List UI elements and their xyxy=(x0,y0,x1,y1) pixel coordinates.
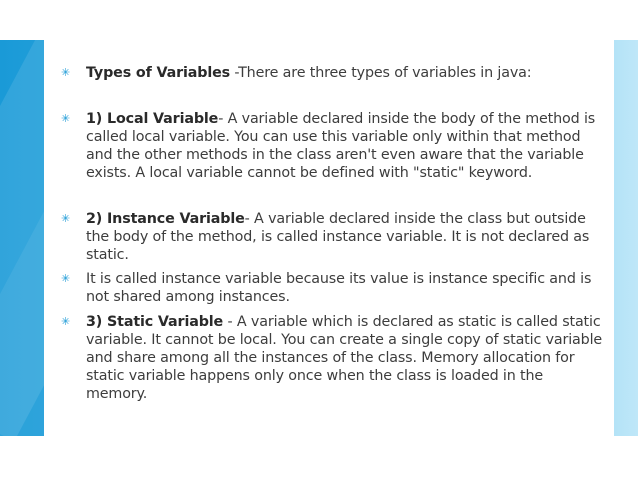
asterisk-bullet-icon: ✳ xyxy=(61,112,71,125)
bullet-label: 3) Static Variable xyxy=(86,314,224,330)
bullet-static-variable xyxy=(86,313,604,403)
bullet-local-variable xyxy=(86,110,604,182)
asterisk-bullet-icon: ✳ xyxy=(61,272,71,285)
bullet-text: - A variable which is declared as static is called static variable. It cannot be local. You can create a single copy of static variable and share among all the instances of the class. Memory allocation for static variable happens only once when the class is loaded in the memory. xyxy=(86,314,603,403)
bullet-label: Types of Variables xyxy=(86,65,230,81)
bullet-text: - A variable declared inside the body of the method is called local variable. You can use this variable only within that method and the other methods in the class aren't even aware that the variable exists. A local variable cannot be defined with "static" keyword. xyxy=(86,111,596,182)
bullet-types-of-variables xyxy=(86,64,604,82)
bullet-label: 1) Local Variable xyxy=(86,111,219,127)
bullet-text: -There are three types of variables in java: xyxy=(229,65,532,81)
asterisk-bullet-icon: ✳ xyxy=(61,212,71,225)
bullet-text: - A variable declared inside the class but outside the body of the method, is called instance variable. It is not declared as static. xyxy=(86,211,590,264)
asterisk-bullet-icon: ✳ xyxy=(61,315,71,328)
asterisk-bullet-icon: ✳ xyxy=(61,66,71,79)
bullet-instance-variable xyxy=(86,210,604,264)
bullet-label: 2) Instance Variable xyxy=(86,211,245,227)
bullet-instance-explanation xyxy=(86,270,604,306)
bullet-text: It is called instance variable because its value is instance specific and is not shared among instances. xyxy=(86,271,592,306)
